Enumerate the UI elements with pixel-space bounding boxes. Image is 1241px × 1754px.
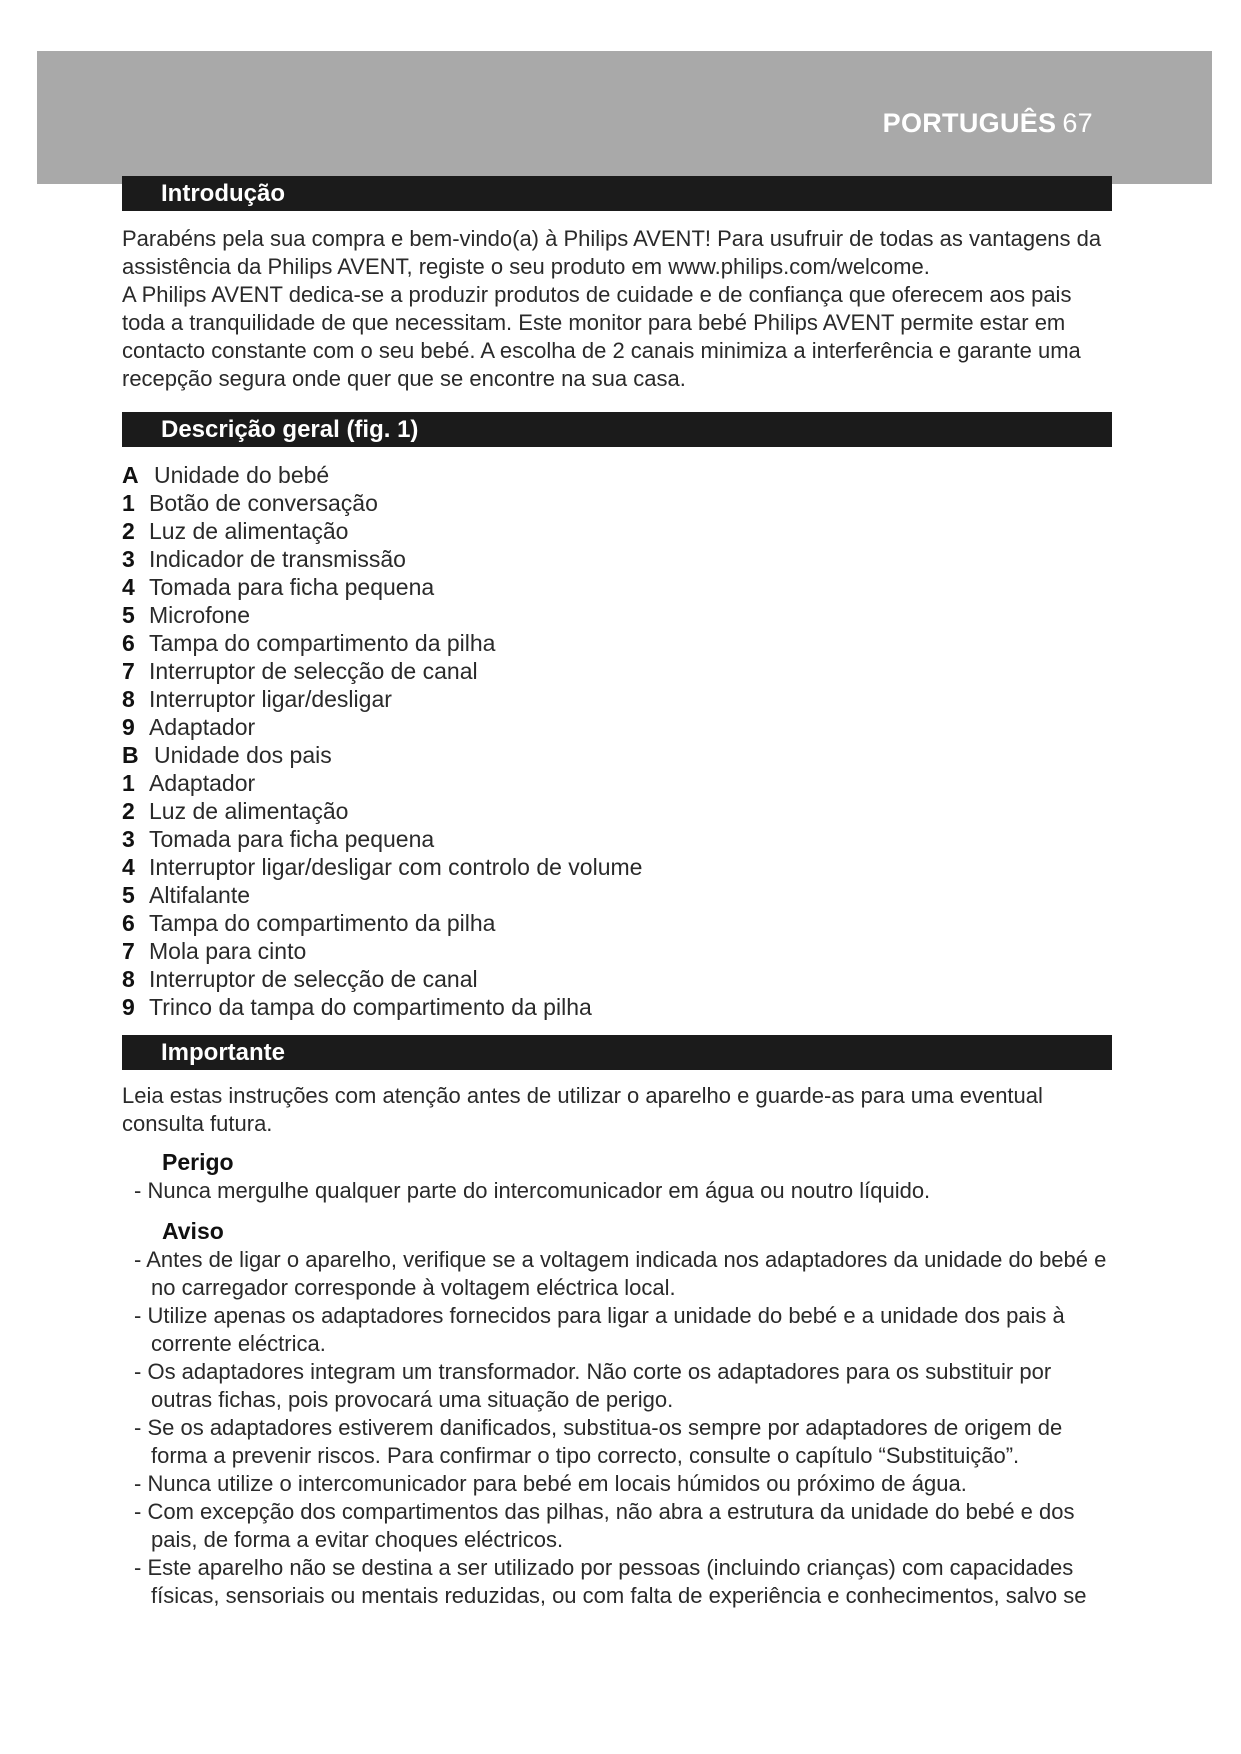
overview-item: [122, 853, 1112, 881]
overview-item-key: B: [122, 742, 139, 768]
overview-item-key: A: [122, 462, 139, 488]
bullet-dash: -: [134, 1247, 147, 1272]
overview-item-key: 5: [122, 882, 135, 908]
overview-item-text: Interruptor ligar/desligar com controlo de volume: [149, 854, 643, 880]
bullet-dash: -: [134, 1471, 148, 1496]
overview-list: [122, 461, 1112, 1021]
bullet-text: Utilize apenas os adaptadores fornecidos para ligar a unidade do bebé e a unidade dos pais à corrente eléctrica.: [147, 1303, 1065, 1356]
overview-item: [122, 573, 1112, 601]
overview-item-text: Adaptador: [149, 714, 256, 740]
overview-item-text: Unidade dos pais: [154, 742, 332, 768]
bullet-item: [134, 1302, 1114, 1358]
overview-item: [122, 909, 1112, 937]
overview-group-item: [122, 741, 1112, 769]
bullet-dash: -: [134, 1555, 148, 1580]
danger-heading: Perigo: [162, 1149, 234, 1175]
overview-item: [122, 769, 1112, 797]
overview-item-key: 1: [122, 490, 135, 516]
overview-item-key: 7: [122, 938, 135, 964]
overview-item: [122, 685, 1112, 713]
page-header: [883, 108, 1093, 139]
overview-item-key: 2: [122, 798, 135, 824]
overview-item: [122, 965, 1112, 993]
bullet-item: [134, 1246, 1114, 1302]
overview-item-key: 9: [122, 994, 135, 1020]
bullet-dash: -: [134, 1499, 148, 1524]
overview-item-text: Interruptor de selecção de canal: [149, 658, 478, 684]
overview-item-text: Altifalante: [149, 882, 251, 908]
section-heading-important: Importante: [122, 1035, 1112, 1070]
overview-item-text: Microfone: [149, 602, 250, 628]
bullet-item: [134, 1498, 1114, 1554]
overview-item: [122, 489, 1112, 517]
section-heading-overview: Descrição geral (fig. 1): [122, 412, 1112, 447]
bullet-text: Os adaptadores integram um transformador. Não corte os adaptadores para os substituir por outras fichas, pois provocará uma situação de perigo.: [147, 1359, 1052, 1412]
overview-item: [122, 545, 1112, 573]
overview-item-text: Tomada para ficha pequena: [149, 826, 435, 852]
overview-item-key: 8: [122, 686, 135, 712]
bullet-dash: -: [134, 1359, 148, 1384]
important-intro: Leia estas instruções com atenção antes de utilizar o aparelho e guarde-as para uma eventual consulta futura.: [122, 1083, 1043, 1136]
overview-item-key: 9: [122, 714, 135, 740]
overview-item-text: Interruptor de selecção de canal: [149, 966, 478, 992]
overview-item-key: 8: [122, 966, 135, 992]
overview-item-text: Tampa do compartimento da pilha: [149, 630, 496, 656]
overview-item-text: Trinco da tampa do compartimento da pilha: [149, 994, 592, 1020]
overview-item-key: 3: [122, 826, 135, 852]
overview-item: [122, 629, 1112, 657]
overview-item-text: Tomada para ficha pequena: [149, 574, 435, 600]
bullet-text: Antes de ligar o aparelho, verifique se a voltagem indicada nos adaptadores da unidade do bebé e no carregador corresponde à voltagem eléctrica local.: [146, 1247, 1107, 1300]
overview-item-key: 2: [122, 518, 135, 544]
overview-item: [122, 713, 1112, 741]
overview-item: [122, 937, 1112, 965]
overview-item-text: Luz de alimentação: [149, 518, 349, 544]
overview-item-text: Indicador de transmissão: [149, 546, 406, 572]
bullet-text: Nunca mergulhe qualquer parte do intercomunicador em água ou noutro líquido.: [147, 1178, 931, 1203]
bullet-item: [134, 1358, 1114, 1414]
intro-text: [122, 225, 1117, 393]
overview-item: [122, 993, 1112, 1021]
bullet-text: Com excepção dos compartimentos das pilhas, não abra a estrutura da unidade do bebé e dos pais, de forma a evitar choques eléctricos.: [147, 1499, 1075, 1552]
overview-item: [122, 797, 1112, 825]
overview-item-key: 6: [122, 910, 135, 936]
overview-item-key: 4: [122, 574, 135, 600]
overview-item-key: 4: [122, 854, 135, 880]
warning-list: [134, 1246, 1114, 1610]
overview-item-text: Luz de alimentação: [149, 798, 349, 824]
overview-item-key: 6: [122, 630, 135, 656]
overview-item-key: 7: [122, 658, 135, 684]
bullet-item: [134, 1554, 1114, 1610]
overview-item: [122, 657, 1112, 685]
bullet-text: Nunca utilize o intercomunicador para bebé em locais húmidos ou próximo de água.: [147, 1471, 967, 1496]
section-heading-intro: Introdução: [122, 176, 1112, 211]
overview-item-key: 5: [122, 602, 135, 628]
overview-item-text: Tampa do compartimento da pilha: [149, 910, 496, 936]
overview-item-key: 1: [122, 770, 135, 796]
bullet-dash: -: [134, 1178, 148, 1203]
intro-paragraph: Parabéns pela sua compra e bem-vindo(a) à Philips AVENT! Para usufruir de todas as vantagens da assistência da Philips AVENT, registe o seu produto em www.philips.com/welcome.: [122, 226, 1102, 279]
overview-item-text: Unidade do bebé: [154, 462, 330, 488]
overview-item-key: 3: [122, 546, 135, 572]
bullet-item: [134, 1177, 1114, 1205]
overview-item-text: Adaptador: [149, 770, 256, 796]
header-language: PORTUGUÊS: [882, 108, 1057, 138]
bullet-dash: -: [134, 1303, 148, 1328]
overview-item-text: Interruptor ligar/desligar: [149, 686, 392, 712]
overview-item: [122, 881, 1112, 909]
page-number: 67: [1062, 108, 1093, 138]
overview-item: [122, 601, 1112, 629]
intro-paragraph: A Philips AVENT dedica-se a produzir produtos de cuidade e de confiança que oferecem aos pais toda a tranquilidade de que necessitam. Este monitor para bebé Philips AVENT permite estar em contacto constante com o seu bebé. A escolha de 2 canais minimiza a interferência e garante uma recepção segura onde quer que se encontre na sua casa.: [122, 282, 1081, 391]
warning-heading: Aviso: [162, 1218, 224, 1244]
danger-list: [134, 1177, 1114, 1205]
bullet-item: [134, 1470, 1114, 1498]
bullet-text: Este aparelho não se destina a ser utilizado por pessoas (incluindo crianças) com capacidades físicas, sensoriais ou mentais reduzidas, ou com falta de experiência e conhecimentos, salvo se: [147, 1555, 1087, 1608]
overview-item: [122, 825, 1112, 853]
bullet-text: Se os adaptadores estiverem danificados, substitua-os sempre por adaptadores de origem de forma a prevenir riscos. Para confirmar o tipo correcto, consulte o capítulo “Substituição”.: [147, 1415, 1063, 1468]
overview-item-text: Mola para cinto: [149, 938, 307, 964]
overview-item-text: Botão de conversação: [149, 490, 378, 516]
bullet-item: [134, 1414, 1114, 1470]
bullet-dash: -: [134, 1415, 148, 1440]
overview-item: [122, 517, 1112, 545]
overview-group-item: [122, 461, 1112, 489]
